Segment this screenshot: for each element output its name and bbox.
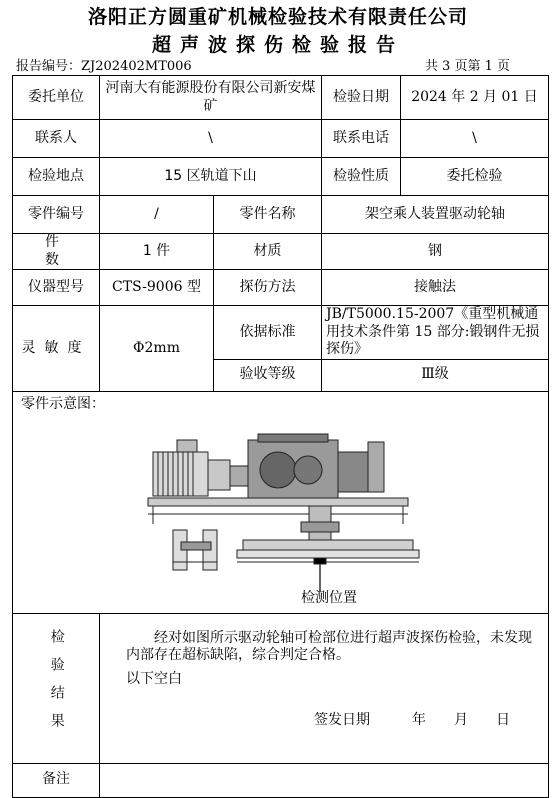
date-value: 2024 年 2 月 01 日 — [401, 76, 549, 120]
phone-value: \ — [401, 120, 549, 158]
sensitivity-label: 灵敏度 — [13, 306, 100, 392]
remarks-label: 备注 — [13, 763, 100, 797]
client-label: 委托单位 — [13, 76, 100, 120]
date-label: 检验日期 — [322, 76, 401, 120]
drive-shaft-diagram — [133, 412, 433, 612]
nature-value: 委托检验 — [401, 158, 549, 196]
row-contact — [13, 120, 549, 158]
page-count: 共 3 页第 1 页 — [424, 59, 510, 74]
grade-label: 验收等级 — [214, 359, 322, 391]
conclusion-cell — [100, 613, 549, 763]
method-label: 探伤方法 — [214, 270, 322, 306]
report-number — [16, 55, 192, 74]
part-no-label: 零件编号 — [13, 196, 100, 234]
row-client — [13, 76, 549, 120]
method-value: 接触法 — [322, 270, 549, 306]
blank-note: 以下空白 — [126, 670, 182, 687]
instrument-value: CTS-9006 型 — [100, 270, 214, 306]
material-value: 钢 — [322, 234, 549, 270]
row-conclusion — [13, 613, 549, 763]
contact-value: \ — [100, 120, 322, 158]
part-name-label: 零件名称 — [214, 196, 322, 234]
report-number-label: 报告编号： — [16, 59, 82, 74]
row-part — [13, 196, 549, 234]
standard-value: JB/T5000.15-2007《重型机械通用技术条件第 15 部分:锻钢件无损探伤》 — [322, 306, 549, 360]
row-diagram — [13, 391, 549, 613]
detection-position-callout: 检测位置 — [301, 589, 357, 606]
qty-label: 件数 — [13, 234, 100, 270]
conclusion-label: 检验结果 — [48, 629, 65, 742]
client-value: 河南大有能源股份有限公司新安煤矿 — [100, 76, 322, 120]
row-sensitivity — [13, 306, 549, 360]
report-number-value: ZJ202402MT006 — [81, 59, 192, 74]
grade-value: Ⅲ级 — [322, 359, 549, 391]
sensitivity-value: Φ2mm — [100, 306, 214, 392]
row-qty — [13, 234, 549, 270]
qty-value: 1 件 — [100, 234, 214, 270]
issue-date: 签发日期 年 月 日 — [314, 712, 510, 728]
contact-label: 联系人 — [13, 120, 100, 158]
company-name: 洛阳正方圆重矿机械检验技术有限责任公司 — [87, 6, 468, 28]
part-name-value: 架空乘人装置驱动轮轴 — [322, 196, 549, 234]
row-instrument — [13, 270, 549, 306]
site-value: 15 区轨道下山 — [100, 158, 322, 196]
site-label: 检验地点 — [13, 158, 100, 196]
row-site — [13, 158, 549, 196]
instrument-label: 仪器型号 — [13, 270, 100, 306]
conclusion-label-cell — [13, 613, 100, 763]
remarks-value — [100, 763, 549, 797]
nature-label: 检验性质 — [322, 158, 401, 196]
phone-label: 联系电话 — [322, 120, 401, 158]
material-label: 材质 — [214, 234, 322, 270]
report-title: 超声波探伤检验报告 — [151, 34, 404, 56]
diagram-label: 零件示意图： — [21, 395, 105, 412]
row-remarks — [13, 763, 549, 797]
diagram-cell — [13, 391, 549, 613]
conclusion-text: 经对如图所示驱动轮轴可检部位进行超声波探伤检验，未发现内部存在超标缺陷，综合判定合格。 — [126, 629, 532, 663]
standard-label: 依据标准 — [214, 306, 322, 360]
report-table — [12, 75, 549, 798]
part-no-value: / — [100, 196, 214, 234]
